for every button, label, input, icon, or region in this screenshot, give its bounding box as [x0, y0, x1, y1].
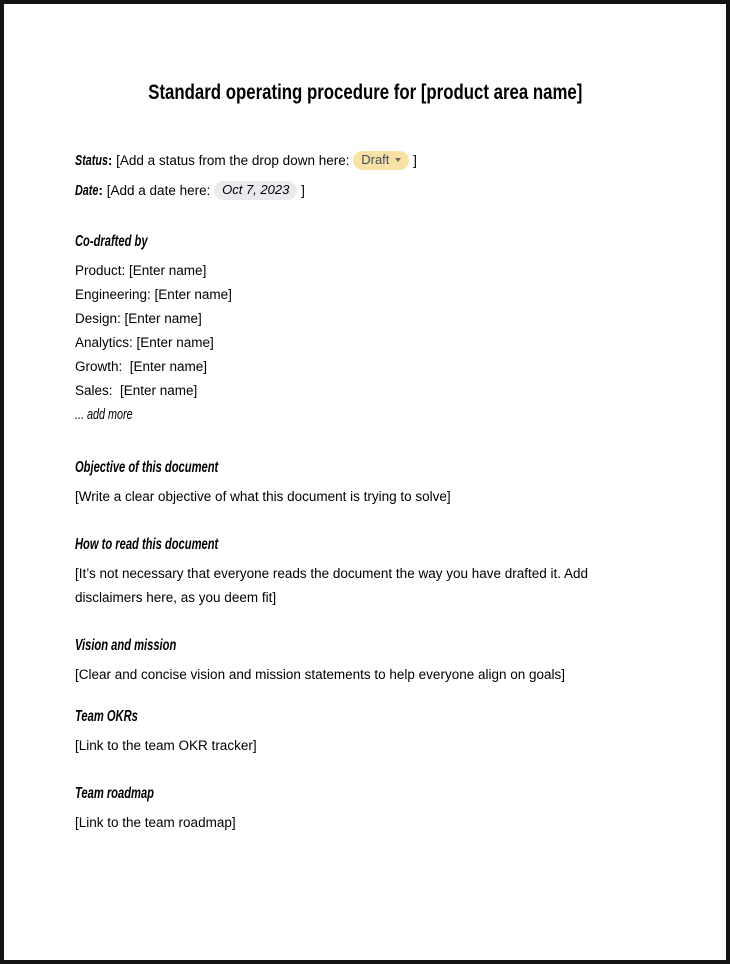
section-team-roadmap	[75, 758, 655, 835]
date-chip[interactable]	[214, 181, 297, 200]
section-heading-row	[75, 782, 655, 806]
section-heading-row	[75, 456, 655, 480]
section-heading: Vision and mission	[75, 637, 177, 654]
status-prefix-text: [Add a status from the drop down here:	[112, 153, 354, 168]
section-body: [It’s not necessary that everyone reads the document the way you have drafted it. Add disclaimers here, as you deem fit]	[75, 566, 589, 605]
section-body: [Link to the team roadmap]	[75, 815, 236, 830]
title-row	[75, 80, 655, 106]
section-heading: Team OKRs	[75, 708, 138, 725]
section-heading: Team roadmap	[75, 785, 154, 802]
section-heading: How to read this document	[75, 536, 219, 553]
section-body: [Write a clear objective of what this document is trying to solve]	[75, 489, 451, 504]
list-item: Growth: [Enter name]	[75, 359, 208, 374]
section-heading-row	[75, 634, 655, 658]
section-team-okrs	[75, 687, 655, 758]
add-more-line	[75, 403, 655, 427]
dropdown-caret-icon[interactable]	[395, 158, 401, 162]
add-more-note: ... add more	[75, 406, 133, 423]
list-item: Sales: [Enter name]	[75, 383, 198, 398]
date-line	[75, 176, 655, 206]
status-chip-label: Draft	[361, 152, 390, 168]
co-drafted-list	[75, 259, 655, 427]
section-body: [Link to the team OKR tracker]	[75, 738, 257, 753]
list-item: Analytics: [Enter name]	[75, 335, 214, 350]
date-prefix-text: [Add a date here:	[103, 183, 215, 198]
date-separator: :	[98, 183, 104, 198]
section-heading-row	[75, 705, 655, 729]
list-item: Product: [Enter name]	[75, 263, 207, 278]
document-title: Standard operating procedure for [product area name]	[147, 81, 583, 104]
status-dropdown-chip[interactable]	[353, 151, 409, 170]
section-how-to-read	[75, 509, 655, 610]
section-objective	[75, 427, 655, 509]
section-heading: Objective of this document	[75, 459, 219, 476]
status-label: Status	[75, 152, 109, 169]
date-suffix-text: ]	[297, 183, 305, 198]
date-chip-label: Oct 7, 2023	[222, 182, 290, 198]
section-heading-row	[75, 533, 655, 557]
status-separator: :	[107, 153, 113, 168]
status-suffix-text: ]	[409, 153, 417, 168]
status-line	[75, 146, 655, 176]
co-drafted-heading-row	[75, 230, 655, 254]
section-vision-mission	[75, 610, 655, 687]
co-drafted-heading: Co-drafted by	[75, 233, 148, 250]
list-item: Engineering: [Enter name]	[75, 287, 232, 302]
section-body: [Clear and concise vision and mission statements to help everyone align on goals]	[75, 667, 566, 682]
list-item: Design: [Enter name]	[75, 311, 202, 326]
date-label: Date	[75, 182, 99, 199]
